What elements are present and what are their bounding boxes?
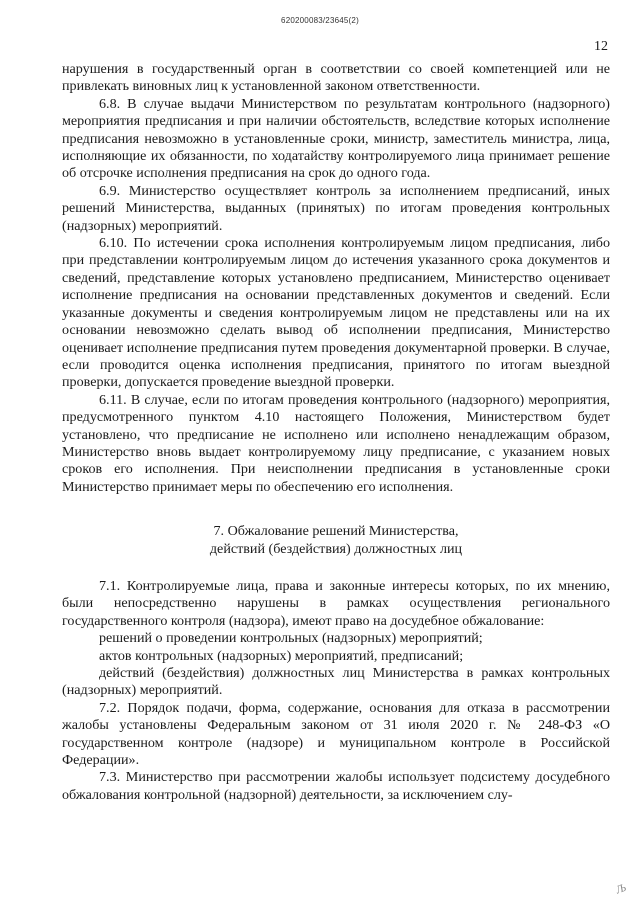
page-number: 12 [594,39,608,54]
section-7-heading [62,523,610,558]
section-7-title-line-2: действий (бездействия) должностных лиц [209,540,463,557]
list-item-acts: актов контрольных (надзорных) мероприятий, предписаний; [99,647,464,664]
paragraph-6-11: 6.11. В случае, если по итогам проведения контрольного (надзорного) мероприятия, предусмотренного пунктом 4.10 настоящего Положения, Министерством будет установлено, что предписание не исполнено или исполнено ненадлежащим образом, Министерство вновь выдает контролируемому лицу предписание, с указанием новых сроков его исполнения. При неисполнении предписания в установленные сроки Министерство принимает меры по обеспечению его исполнения. [62,391,610,495]
list-item-decisions: решений о проведении контрольных (надзорных) мероприятий; [99,630,483,647]
paragraph-7-2: 7.2. Порядок подачи, форма, содержание, основания для отказа в рассмотрении жалобы установлены Федеральным законом от 31 июля 2020 г. № 248-ФЗ «О государственном контроле (надзоре) и муниципальном контроле в Российской Федерации». [62,699,610,769]
paragraph-6-10: 6.10. По истечении срока исполнения контролируемым лицом предписания, либо при представлении контролируемым лицом до истечения указанного срока документов и сведений, представление которых установлено предписанием, Министерство оценивает исполнение предписания на основании представленных документов и сведений. Если указанные документы и сведения контролируемым лицом не представлены или на их основании невозможно сделать вывод об исполнении предписания, Министерство оценивает исполнение предписания путем проведения документарной проверки. В случае, если проводится оценка исполнения предписания, принятого по итогам выездной проверки, допускается проведение выездной проверки. [62,235,610,391]
handwritten-initials-mark: Љ [614,881,628,897]
list-item-actions: действий (бездействия) должностных лиц Министерства в рамках контрольных (надзорных) мероприятий. [62,665,610,699]
paragraph-6-9: 6.9. Министерство осуществляет контроль за исполнением предписаний, иных решений Министерства, выданных (принятых) по итогам проведения контрольных (надзорных) мероприятий. [62,182,610,234]
paragraph-continuation: нарушения в государственный орган в соответствии со своей компетенцией или не привлекать виновных лиц к установленной законом ответственности. [62,61,610,95]
paragraph-7-1: 7.1. Контролируемые лица, права и законные интересы которых, по их мнению, были непосредственно нарушены в рамках осуществления регионального государственного контроля (надзора), имеют право на досудебное обжалование: [62,577,610,629]
paragraph-7-3: 7.3. Министерство при рассмотрении жалобы использует подсистему досудебного обжалования контрольной (надзорной) деятельности, за исключением слу- [62,769,610,803]
paragraph-6-8: 6.8. В случае выдачи Министерством по результатам контрольного (надзорного) мероприятия предписания и при наличии обстоятельств, вследствие которых исполнение предписания невозможно в установленные сроки, министр, заместитель министра, лица, исполняющие их обязанности, по ходатайству контролируемого лица принимает решение об отсрочке исполнения предписания на срок до одного года. [62,95,610,182]
section-7-title-line-1: 7. Обжалование решений Министерства, [213,523,459,540]
document-registration-code: 620200083/23645(2) [281,16,359,25]
document-body [62,61,610,804]
